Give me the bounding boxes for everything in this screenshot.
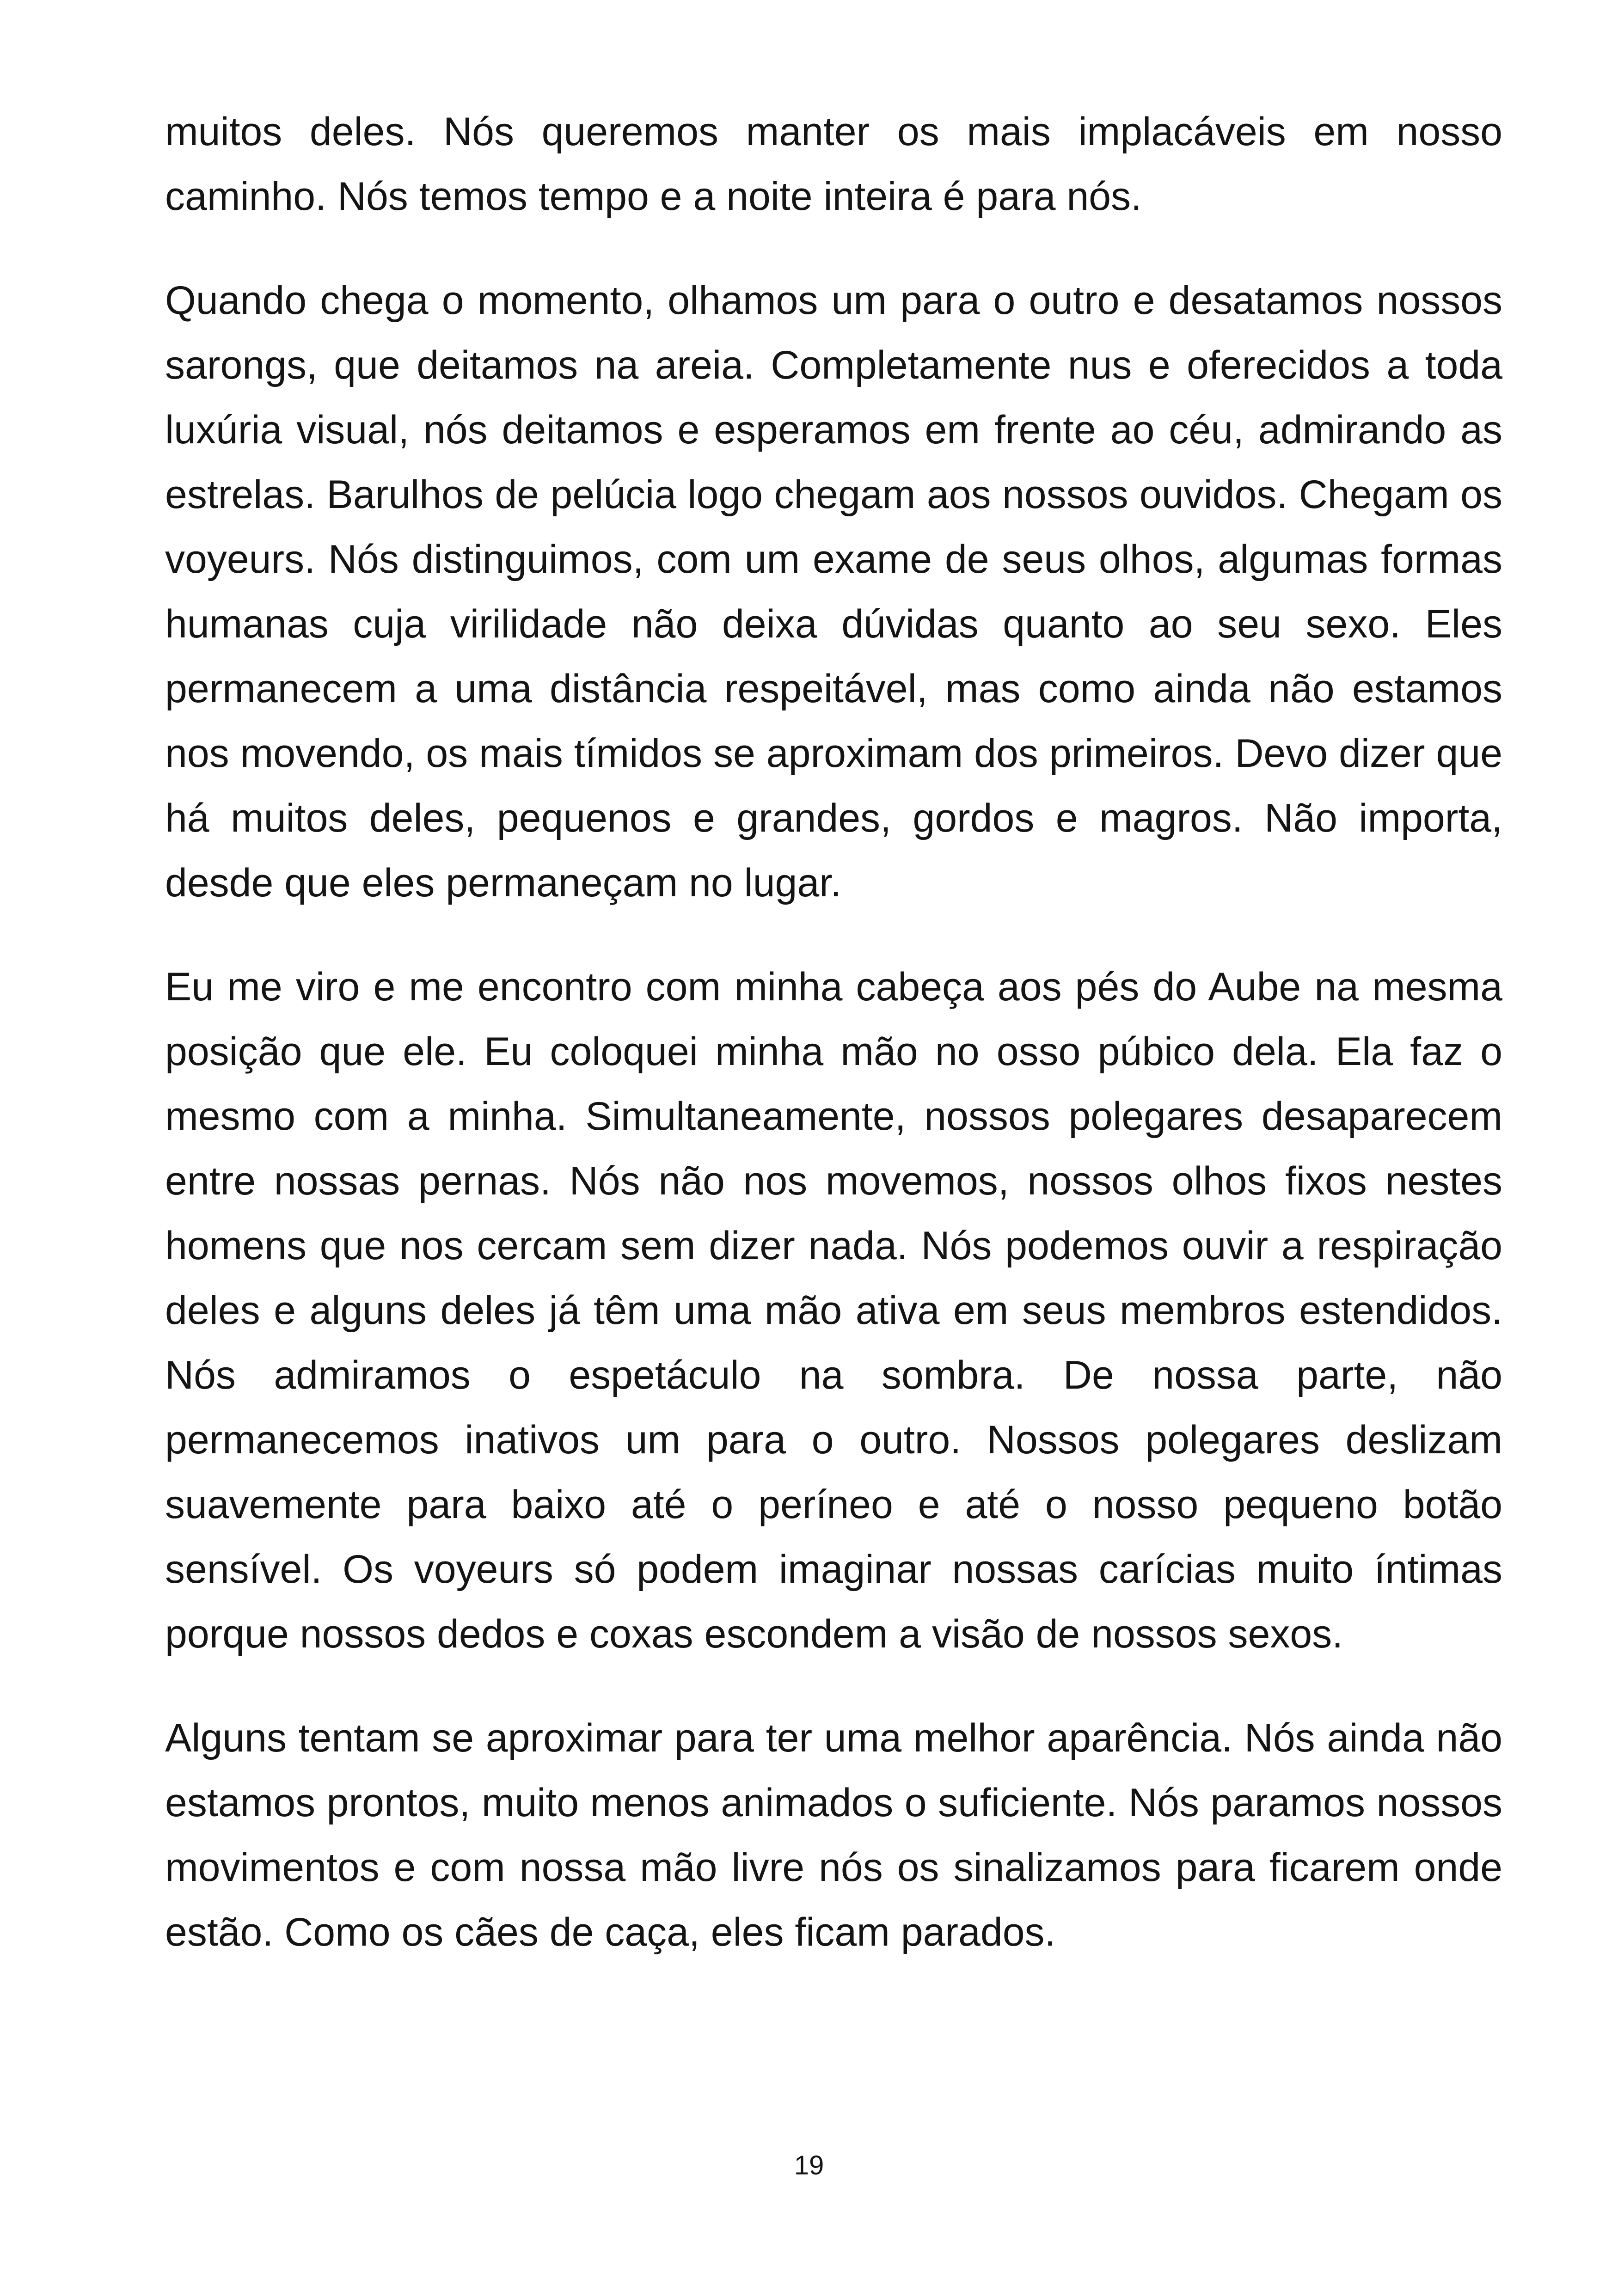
paragraph-2: Quando chega o momento, olhamos um para o outro e desatamos nossos sarongs, que deitamos na areia. Completamente nus e oferecidos a toda luxúria visual, nós deitamos e esperamos em frente ao céu, admirando as estrelas. Barulhos de pelúcia logo chegam aos nossos ouvidos. Chegam os voyeurs. Nós distinguimos, com um exame de seus olhos, algumas formas humanas cuja virilidade não deixa dúvidas quanto ao seu sexo. Eles permanecem a uma distância respeitável, mas como ainda não estamos nos movendo, os mais tímidos se aproximam dos primeiros. Devo dizer que há muitos deles, pequenos e grandes, gordos e magros. Não importa, desde que eles permaneçam no lugar. xyxy=(165,278,1502,905)
page-number: 19 xyxy=(794,2150,824,2180)
paragraph-3: Eu me viro e me encontro com minha cabeça aos pés do Aube na mesma posição que ele. Eu coloquei minha mão no osso púbico dela. Ela faz o mesmo com a minha. Simultaneamente, nossos polegares desaparecem entre nossas pernas. Nós não nos movemos, nossos olhos fixos nestes homens que nos cercam sem dizer nada. Nós podemos ouvir a respiração deles e alguns deles já têm uma mão ativa em seus membros estendidos. Nós admiramos o espetáculo na sombra. De nossa parte, não permanecemos inativos um para o outro. Nossos polegares deslizam suavemente para baixo até o períneo e até o nosso pequeno botão sensível. Os voyeurs só podem imaginar nossas carícias muito íntimas porque nossos dedos e coxas escondem a visão de nossos sexos. xyxy=(165,965,1502,1656)
paragraph-4: Alguns tentam se aproximar para ter uma melhor aparência. Nós ainda não estamos prontos, muito menos animados o suficiente. Nós paramos nossos movimentos e com nossa mão livre nós os sinalizamos para ficarem onde estão. Como os cães de caça, eles ficam parados. xyxy=(165,1716,1502,1954)
paragraph-1: muitos deles. Nós queremos manter os mais implacáveis em nosso caminho. Nós temos tempo e a noite inteira é para nós. xyxy=(165,110,1502,219)
body-text xyxy=(165,99,1502,1965)
